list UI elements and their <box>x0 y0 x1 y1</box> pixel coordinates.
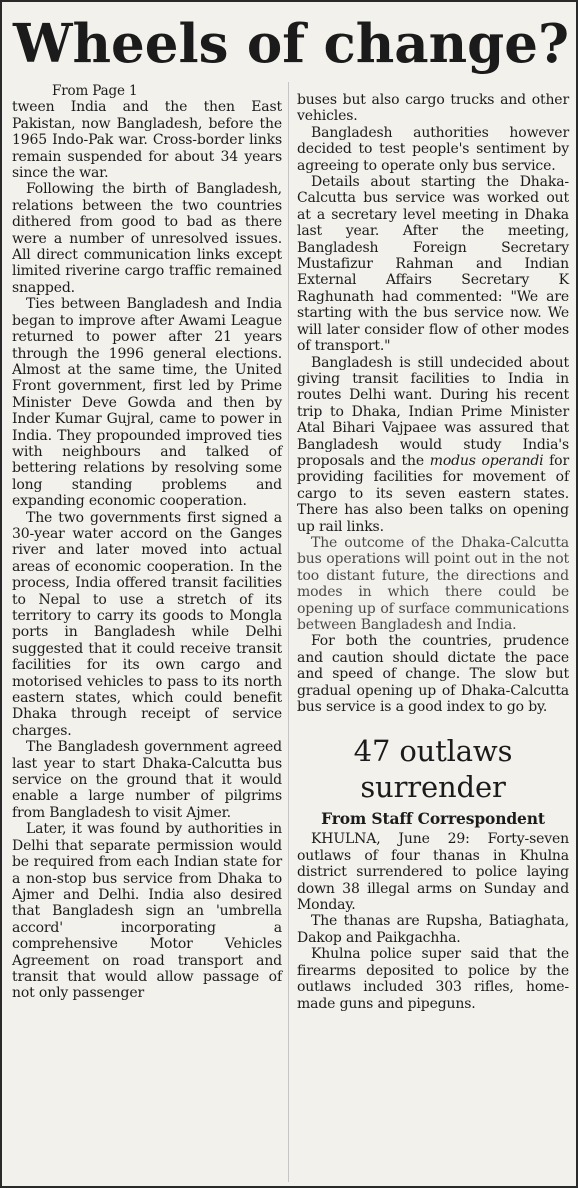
article-paragraph: The Bangladesh government agreed last year to start Dhaka-Calcutta bus service on the ground that it would enable a large number of pilgrims from Bangladesh to visit Ajmer. <box>12 739 282 821</box>
article-paragraph: buses but also cargo trucks and other vehicles. <box>297 92 569 125</box>
article-paragraph: Bangladesh authorities however decided to test people's sentiment by agreeing to operate only bus service. <box>297 124 569 174</box>
second-story-paragraph: Khulna police super said that the firearms deposited to police by the outlaws included 303 rifles, home-made guns and pipeguns. <box>297 946 569 1012</box>
italic-term: modus operandi <box>429 452 544 469</box>
article-right-column <box>297 92 569 1012</box>
article-paragraph: For both the countries, prudence and caution should dictate the pace and speed of change. The slow but gradual opening up of Dhaka-Calcutta bus service is a good index to go by. <box>297 633 569 716</box>
article-paragraph <box>297 355 569 535</box>
paragraph-text: for providing facilities for movement of cargo to its seven eastern states. There has also been talks on opening up rail links. <box>297 452 569 535</box>
article-paragraph: The two governments first signed a 30-year water accord on the Ganges river and later moved into actual areas of economic cooperation. In the process, India offered transit facilities to Nepal to use a stretch of its territory to carry its goods to Mongla ports in Bangladesh while Delhi suggested that it could receive transit facilities for its own cargo and motorised vehicles to pass to its north eastern states, which could benefit Dhaka through receipt of service charges. <box>12 509 282 739</box>
paragraph-text: Bangladesh is still undecided about giving transit facilities to India in routes Delhi want. During his recent trip to Dhaka, Indian Prime Minister Atal Bihari Vajpaee was assured that Bangladesh would study India's proposals and the <box>297 354 569 469</box>
continuation-label: From Page 1 <box>52 83 138 99</box>
second-story-byline: From Staff Correspondent <box>321 809 545 829</box>
article-paragraph: Later, it was found by authorities in Delhi that separate permission would be required from each Indian state for a non-stop bus service from Dhaka to Ajmer and Delhi. India also desired that Bangladesh sign an 'umbrella accord' incorporating a comprehensive Motor Vehicles Agreement on road transport and transit that would allow passage of not only passenger <box>12 821 282 1002</box>
second-story-paragraph: The thanas are Rupsha, Batiaghata, Dakop and Paikgachha. <box>297 913 569 946</box>
article-headline: Wheels of change? <box>12 13 570 75</box>
article-paragraph: The outcome of the Dhaka-Calcutta bus operations will point out in the not too distant future, the directions and modes in which there could be opening up of surface communications between Bangladesh and India. <box>297 534 569 633</box>
second-story-paragraph: KHULNA, June 29: Forty-seven outlaws of four thanas in Khulna district surrendered to police laying down 38 illegal arms on Sunday and Monday. <box>297 831 569 914</box>
article-paragraph: Following the birth of Bangladesh, relations between the two countries dithered from good to bad as there were a number of unresolved issues. All direct communication links except limited riverine cargo traffic remained snapped. <box>12 181 282 296</box>
article-paragraph: Ties between Bangladesh and India began to improve after Awami League returned to power after 21 years through the 1996 general elections. Almost at the same time, the United Front government, first led by Prime Minister Deve Gowda and then by Inder Kumar Gujral, came to power in India. They propounded improved ties with neighbours and talked of bettering relations by resolving some long standing problems and expanding economic cooperation. <box>12 296 282 510</box>
article-left-column <box>12 83 282 1002</box>
article-paragraph: tween India and the then East Pakistan, now Bangladesh, before the 1965 Indo-Pak war. Cross-border links remain suspended for about 34 years since the war. <box>12 99 282 182</box>
article-paragraph: Details about starting the Dhaka-Calcutta bus service was worked out at a secretary level meeting in Dhaka last year. After the meeting, Bangladesh Foreign Secretary Mustafizur Rahman and Indian External Affairs Secretary K Raghunath had commented: "We are starting with the bus service now. We will later consider flow of other modes of transport." <box>297 174 569 355</box>
column-divider <box>288 82 289 1182</box>
second-story-headline: 47 outlaws surrender <box>353 734 513 805</box>
